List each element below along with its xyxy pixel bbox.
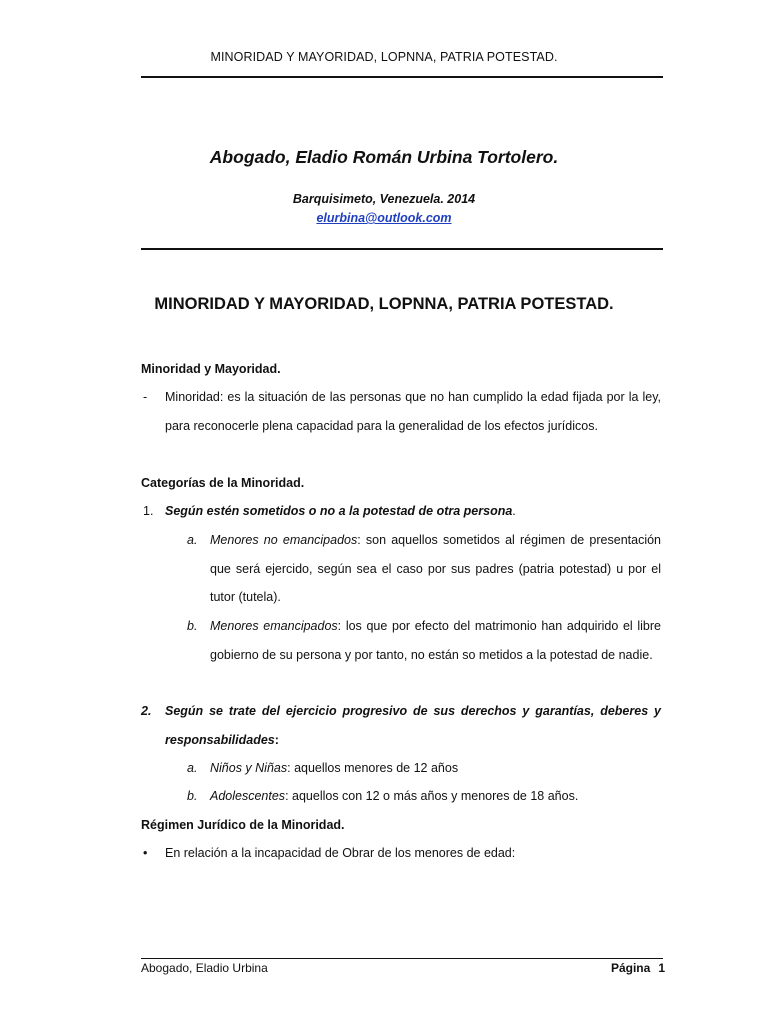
- subitem-1a: Menores no emancipados: son aquellos sometidos al régimen de presentación que será ejercido, según sea el caso por sus padres (patria potestad) u por el tutor (tutela).: [210, 533, 661, 605]
- author-place: Barquisimeto, Venezuela. 2014: [292, 192, 476, 206]
- dash-bullet: -: [143, 390, 148, 404]
- page-indicator: [611, 961, 665, 975]
- term-adolescentes: Adolescentes: [210, 789, 286, 803]
- list-letter-2b: b.: [187, 789, 198, 803]
- subitem-1b: Menores emancipados: los que por efecto del matrimonio han adquirido el libre gobierno de su persona y por tanto, no están so metidos a la potestad de nadie.: [210, 619, 661, 662]
- category-1-text: Según estén sometidos o no a la potestad de otra persona: [165, 504, 513, 518]
- term-menores-emancipados: Menores emancipados: [210, 619, 338, 633]
- email-link[interactable]: elurbina@outlook.com: [316, 211, 452, 225]
- category-2-text: Según se trate del ejercicio progresivo de sus derechos y garantías, deberes y responsabilidades: [165, 704, 661, 747]
- section-heading-minoridad: Minoridad y Mayoridad.: [141, 362, 281, 376]
- category-item-1: Según estén sometidos o no a la potestad de otra persona.: [165, 504, 516, 518]
- section-heading-categorias: Categorías de la Minoridad.: [141, 476, 305, 490]
- page-number: 1: [658, 961, 665, 975]
- author-email: [0, 211, 768, 225]
- author-name: Abogado, Eladio Román Urbina Tortolero.: [209, 147, 559, 167]
- document-title: MINORIDAD Y MAYORIDAD, LOPNNA, PATRIA POTESTAD.: [154, 295, 614, 313]
- section-heading-regimen: Régimen Jurídico de la Minoridad.: [141, 818, 345, 832]
- page-label: Página: [610, 961, 651, 975]
- term-menores-no-emancipados: Menores no emancipados: [210, 533, 358, 547]
- list-number-1: 1.: [143, 504, 154, 518]
- footer-rule: [141, 958, 663, 959]
- list-letter-2a: a.: [187, 761, 198, 775]
- bullet-dot: •: [143, 846, 148, 860]
- subitem-2b: Adolescentes: aquellos con 12 o más años y menores de 18 años.: [210, 789, 579, 803]
- list-letter-1b: b.: [187, 619, 198, 633]
- regimen-item: En relación a la incapacidad de Obrar de los menores de edad:: [165, 846, 516, 860]
- category-item-2: Según se trate del ejercicio progresivo de sus derechos y garantías, deberes y responsabilidades:: [165, 704, 661, 747]
- running-header: MINORIDAD Y MAYORIDAD, LOPNNA, PATRIA POTESTAD.: [210, 50, 558, 64]
- header-rule: [141, 76, 663, 78]
- footer-author: Abogado, Eladio Urbina: [141, 961, 268, 975]
- subitem-2a: Niños y Niñas: aquellos menores de 12 años: [210, 761, 459, 775]
- list-number-2: 2.: [141, 704, 152, 718]
- minoridad-definition: Minoridad: es la situación de las personas que no han cumplido la edad fijada por la ley, para reconocerle plena capacidad para la generalidad de los efectos jurídicos.: [165, 390, 661, 433]
- term-ninos-ninas: Niños y Niñas: [210, 761, 288, 775]
- list-letter-1a: a.: [187, 533, 198, 547]
- author-rule: [141, 248, 663, 250]
